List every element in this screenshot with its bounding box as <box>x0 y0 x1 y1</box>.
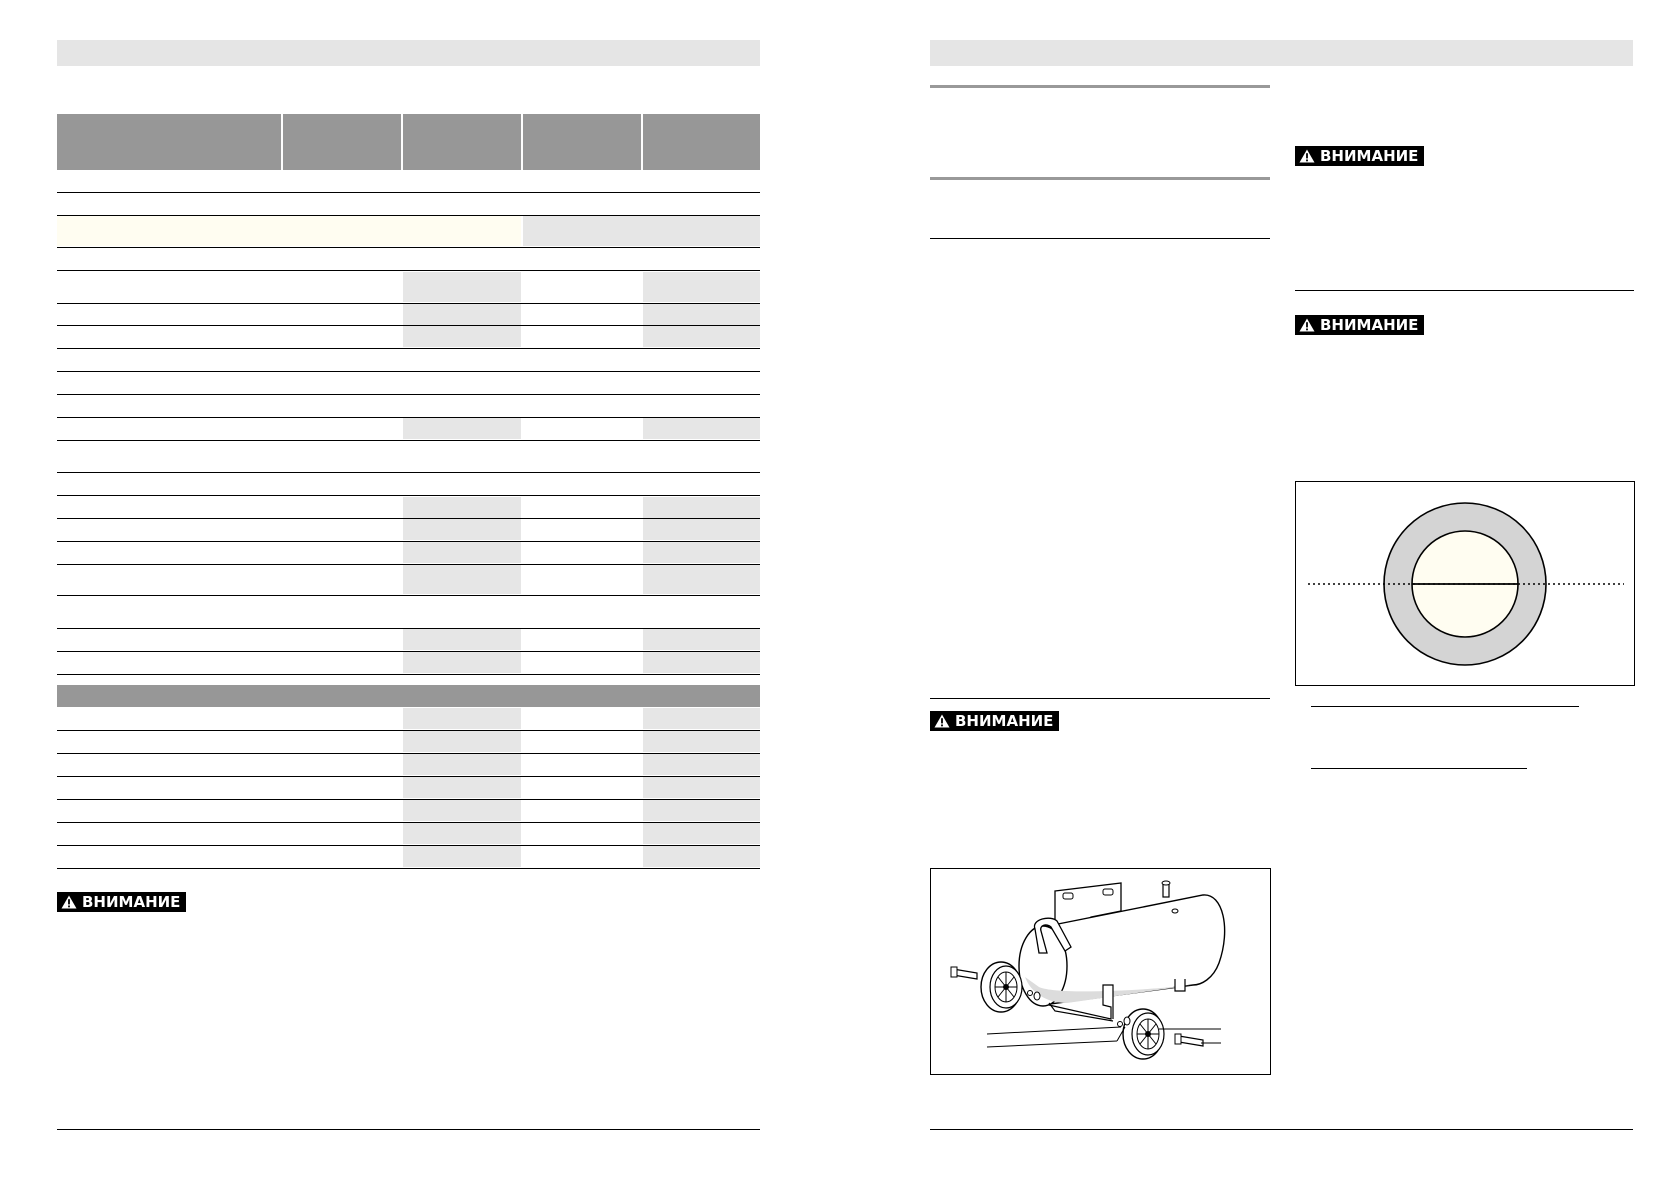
table-row-divider <box>57 325 760 326</box>
table-shaded-cell <box>643 565 760 594</box>
warning-label <box>1295 146 1424 166</box>
table-shaded-cell <box>403 754 521 775</box>
warning-label <box>1295 315 1424 335</box>
table-shaded-cell <box>643 629 760 650</box>
table-shaded-cell <box>643 542 760 563</box>
table-shaded-cell <box>643 708 760 729</box>
table-row-divider <box>57 541 760 542</box>
underline-rule <box>1311 706 1579 707</box>
table-row-divider <box>57 417 760 418</box>
table-section-bar <box>57 685 760 707</box>
underline-rule <box>1311 768 1527 769</box>
table-shaded-cell <box>403 777 521 798</box>
warning-triangle-icon <box>1299 149 1315 163</box>
table-shaded-cell <box>403 800 521 821</box>
table-shaded-cell <box>643 519 760 540</box>
table-row-divider <box>57 753 760 754</box>
table-shaded-cell <box>403 846 521 867</box>
ring-cross-section-figure <box>1295 481 1635 686</box>
ring-cross-section-drawing <box>1296 482 1634 685</box>
table-shaded-cell <box>403 629 521 650</box>
section-rule <box>930 85 1270 88</box>
table-row-divider <box>57 303 760 304</box>
table-row-divider <box>57 348 760 349</box>
table-shaded-cell <box>643 497 760 518</box>
tank-assembly-figure <box>930 868 1271 1075</box>
warning-triangle-icon <box>1299 318 1315 332</box>
table-shaded-cell <box>523 216 760 246</box>
table-shaded-cell <box>403 708 521 729</box>
table-row-divider <box>57 868 760 869</box>
table-row-divider <box>57 730 760 731</box>
table-row-divider <box>57 595 760 596</box>
table-row-divider <box>57 651 760 652</box>
table-highlight-cell <box>57 216 521 246</box>
table-header-cell <box>283 114 401 170</box>
table-row-divider <box>57 472 760 473</box>
table-row-divider <box>57 776 760 777</box>
table-header-cell <box>643 114 760 170</box>
warning-label-text: ВНИМАНИЕ <box>82 893 181 911</box>
table-shaded-cell <box>643 823 760 844</box>
table-row-divider <box>57 192 760 193</box>
right-page-header-band <box>930 40 1633 66</box>
section-rule <box>1295 290 1634 291</box>
warning-label <box>930 711 1059 731</box>
table-shaded-cell <box>403 565 521 594</box>
table-row-divider <box>57 394 760 395</box>
table-shaded-cell <box>643 777 760 798</box>
table-shaded-cell <box>403 823 521 844</box>
table-shaded-cell <box>403 731 521 752</box>
table-shaded-cell <box>403 418 521 439</box>
warning-label-text: ВНИМАНИЕ <box>1320 316 1419 334</box>
table-shaded-cell <box>643 304 760 325</box>
table-shaded-cell <box>403 542 521 563</box>
table-shaded-cell <box>403 304 521 325</box>
table-shaded-cell <box>403 497 521 518</box>
table-shaded-cell <box>403 272 521 302</box>
table-row-divider <box>57 518 760 519</box>
table-shaded-cell <box>643 418 760 439</box>
table-row-divider <box>57 799 760 800</box>
table-shaded-cell <box>643 731 760 752</box>
table-header-cell <box>57 114 281 170</box>
warning-label <box>57 892 186 912</box>
table-row-divider <box>57 371 760 372</box>
warning-triangle-icon <box>934 714 950 728</box>
table-shaded-cell <box>643 652 760 673</box>
table-shaded-cell <box>643 754 760 775</box>
table-shaded-cell <box>403 326 521 347</box>
table-shaded-cell <box>643 272 760 302</box>
table-row-divider <box>57 845 760 846</box>
warning-label-text: ВНИМАНИЕ <box>955 712 1054 730</box>
table-shaded-cell <box>643 846 760 867</box>
table-shaded-cell <box>403 519 521 540</box>
table-row-divider <box>57 440 760 441</box>
table-header-cell <box>523 114 641 170</box>
table-row-divider <box>57 270 760 271</box>
section-rule <box>930 177 1270 180</box>
table-row-divider <box>57 674 760 675</box>
table-row-divider <box>57 628 760 629</box>
left-page-header-band <box>57 40 760 66</box>
right-page-footer-rule <box>930 1129 1633 1130</box>
table-shaded-cell <box>643 326 760 347</box>
section-rule <box>930 698 1270 699</box>
table-row-divider <box>57 215 760 216</box>
tank-assembly-drawing <box>931 869 1270 1074</box>
table-header-cell <box>403 114 521 170</box>
table-shaded-cell <box>403 652 521 673</box>
warning-triangle-icon <box>61 895 77 909</box>
table-row-divider <box>57 564 760 565</box>
table-row-divider <box>57 495 760 496</box>
section-rule <box>930 238 1270 239</box>
left-page-footer-rule <box>57 1129 760 1130</box>
table-row-divider <box>57 247 760 248</box>
table-row-divider <box>57 822 760 823</box>
table-shaded-cell <box>643 800 760 821</box>
warning-label-text: ВНИМАНИЕ <box>1320 147 1419 165</box>
